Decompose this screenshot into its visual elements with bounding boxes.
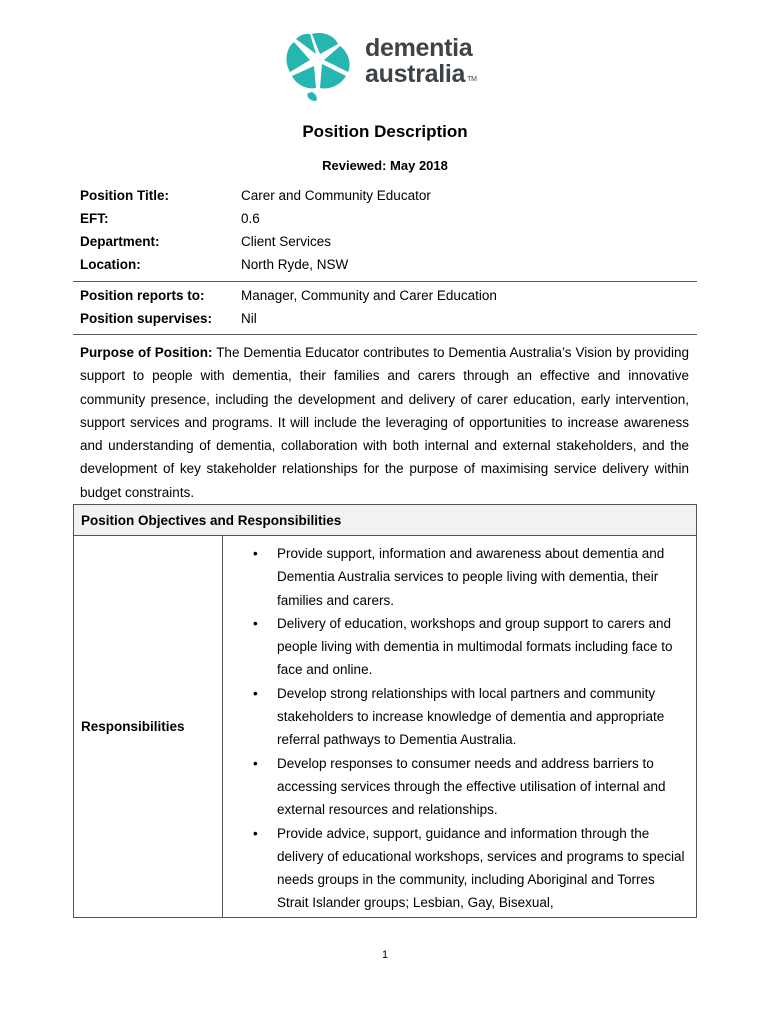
page-number: 1 (381, 949, 389, 961)
field-location (80, 257, 696, 275)
brain-logo-icon (282, 30, 354, 102)
bullet: • (253, 615, 258, 631)
field-value: Manager, Community and Carer Education (241, 288, 497, 303)
logo-line-2-text: australia (365, 60, 466, 88)
page-title: Position Description (302, 122, 468, 141)
list-item (223, 752, 696, 822)
list-item-text: Provide advice, support, guidance and information through the delivery of educational workshops, services and programs to special needs groups in the community, including Aboriginal and Torres Strait Islander groups; Lesbian, Gay, Bisexual, (277, 825, 685, 911)
list-item (223, 612, 696, 682)
field-value: North Ryde, NSW (241, 257, 349, 272)
objectives-heading: Position Objectives and Responsibilities (74, 505, 697, 536)
field-department (80, 234, 696, 252)
purpose-label: Purpose of Position: (80, 345, 213, 360)
responsibilities-row (74, 536, 697, 918)
list-item (223, 682, 696, 752)
field-label: EFT: (80, 211, 109, 226)
list-item-text: Develop responses to consumer needs and address barriers to accessing services through the effective utilisation of internal and external resources and relationships. (277, 755, 666, 818)
field-value: Nil (241, 311, 257, 326)
field-label: Position reports to: (80, 288, 205, 303)
field-position-title (80, 188, 696, 206)
purpose-text: The Dementia Educator contributes to Dementia Australia’s Vision by providing support to people with dementia, their families and carers through an effective and innovative community presence, including the development and delivery of carer education, early intervention, support services and programs. It will include the leveraging of opportunities to increase awareness and understanding of dementia, collaboration with both internal and external stakeholders, and the development of key stakeholder relationships for the purpose of maximising service delivery within budget constraints. (80, 345, 689, 500)
bullet: • (253, 825, 258, 841)
responsibilities-label: Responsibilities (74, 536, 223, 918)
field-label: Position Title: (80, 188, 170, 203)
list-item-text: Develop strong relationships with local partners and community stakeholders to increase knowledge of dementia and appropriate referral pathways to Dementia Australia. (277, 685, 665, 748)
list-item-text: Delivery of education, workshops and group support to carers and people living with dementia in multimodal formats including face to face and online. (277, 615, 673, 678)
bullet: • (253, 546, 258, 561)
field-reports-to (80, 288, 696, 306)
bullet: • (253, 755, 258, 771)
field-label: Location: (80, 257, 141, 272)
field-eft (80, 211, 696, 229)
divider (73, 281, 697, 282)
responsibilities-list (223, 542, 696, 917)
reviewed-date: Reviewed: May 2018 (322, 158, 448, 173)
objectives-table (73, 504, 697, 918)
field-value: 0.6 (241, 211, 260, 226)
list-item (223, 542, 696, 612)
objectives-header-row (74, 505, 697, 536)
field-label: Position supervises: (80, 311, 213, 326)
logo-wordmark (365, 36, 477, 87)
list-item (223, 822, 696, 915)
purpose-paragraph (80, 341, 689, 504)
field-label: Department: (80, 234, 160, 249)
list-item-text: Provide support, information and awareness about dementia and Dementia Australia services to people living with dementia, their families and carers. (277, 546, 665, 608)
field-supervises (80, 311, 696, 329)
bullet: • (253, 685, 258, 701)
field-value: Carer and Community Educator (241, 188, 431, 203)
responsibilities-list-cell (223, 536, 697, 918)
divider (73, 334, 697, 335)
logo-line-1: dementia (365, 34, 473, 62)
field-value: Client Services (241, 234, 332, 249)
logo-line-2 (365, 61, 477, 87)
trademark-symbol: TM (467, 76, 477, 83)
dementia-australia-logo (282, 30, 492, 102)
